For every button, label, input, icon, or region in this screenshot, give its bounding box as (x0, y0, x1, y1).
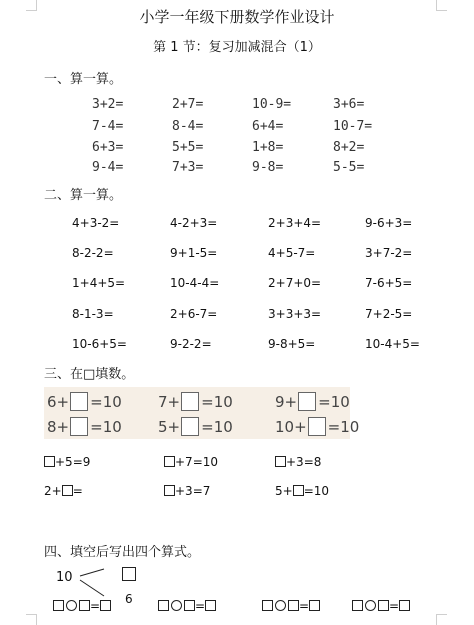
fill-in-equation (275, 417, 359, 436)
result-box[interactable] (205, 600, 216, 611)
answer-box[interactable] (70, 417, 88, 436)
exercise-item: 9-2-2= (170, 337, 212, 351)
equals-sign: = (299, 599, 310, 613)
exercise-item: 10-7= (333, 119, 373, 134)
answer-box[interactable] (275, 456, 286, 467)
answer-box[interactable] (298, 392, 316, 411)
result-box[interactable] (309, 600, 320, 611)
answer-box[interactable] (181, 392, 199, 411)
operator-circle[interactable] (275, 600, 286, 611)
exercise-item: 7+3= (172, 160, 204, 175)
exercise-item: 4-2+3= (170, 216, 218, 230)
exercise-item: 8-1-3= (72, 307, 114, 321)
equation-right: =10 (318, 392, 350, 411)
exercise-item: 7+2-5= (365, 307, 413, 321)
equation-right: =10 (90, 417, 122, 436)
fill-in-equation (47, 392, 122, 411)
result-box[interactable] (100, 600, 111, 611)
exercise-item: 4+3-2= (72, 216, 120, 230)
equation-left: 5+ (275, 484, 293, 498)
equation-right: +7=10 (175, 455, 219, 469)
equation-right: =10 (201, 417, 233, 436)
answer-box[interactable] (70, 392, 88, 411)
operand-box[interactable] (79, 600, 90, 611)
exercise-item: 2+7= (172, 97, 204, 112)
result-box[interactable] (399, 600, 410, 611)
fill-in-equation (275, 455, 321, 469)
equation-right: = (72, 484, 83, 498)
section-2-heading: 二、算一算。 (44, 188, 123, 203)
number-bond-total: 10 (56, 570, 73, 585)
equation-left: 2+ (44, 484, 62, 498)
exercise-item: 3+7-2= (365, 246, 413, 260)
operator-circle[interactable] (365, 600, 376, 611)
exercise-item: 8-2-2= (72, 246, 114, 260)
operator-circle[interactable] (171, 600, 182, 611)
equals-sign: = (90, 599, 101, 613)
exercise-item: 7-4= (92, 119, 124, 134)
exercise-item: 10-6+5= (72, 337, 127, 351)
equation-right: +3=7 (175, 484, 211, 498)
number-bond-part: 6 (125, 592, 133, 606)
equation-template (53, 599, 111, 613)
operand-box[interactable] (378, 600, 389, 611)
equation-left: 7+ (158, 392, 181, 411)
equation-right: =10 (327, 417, 360, 436)
equals-sign: = (389, 599, 400, 613)
equation-template (352, 599, 410, 613)
exercise-item: 2+3+4= (268, 216, 322, 230)
exercise-item: 9+1-5= (170, 246, 218, 260)
operand-box[interactable] (158, 600, 169, 611)
exercise-item: 7-6+5= (365, 276, 413, 290)
exercise-item: 1+8= (252, 140, 284, 155)
page-corner-mark (26, 614, 37, 625)
equation-right: +5=9 (55, 455, 91, 469)
exercise-item: 8-4= (172, 119, 204, 134)
operand-box[interactable] (53, 600, 64, 611)
operator-circle[interactable] (66, 600, 77, 611)
equation-right: =10 (303, 484, 330, 498)
fill-in-equation (275, 484, 329, 498)
equation-left: 8+ (47, 417, 70, 436)
answer-box[interactable] (164, 485, 175, 496)
number-bond-lines (78, 566, 108, 602)
exercise-item: 5-5= (333, 160, 365, 175)
number-bond-blank-box[interactable] (122, 567, 136, 581)
answer-box[interactable] (308, 417, 326, 436)
exercise-item: 10-4+5= (365, 337, 420, 351)
equation-left: 10+ (275, 417, 307, 436)
fill-in-equation (47, 417, 122, 436)
exercise-item: 2+6-7= (170, 307, 218, 321)
section-1-heading: 一、算一算。 (44, 72, 123, 87)
equation-left: 9+ (275, 392, 298, 411)
operand-box[interactable] (352, 600, 363, 611)
fill-in-equation (158, 417, 233, 436)
fill-in-equation (164, 484, 210, 498)
exercise-item: 9-6+3= (365, 216, 413, 230)
exercise-item: 2+7+0= (268, 276, 322, 290)
operand-box[interactable] (288, 600, 299, 611)
page-title: 小学一年级下册数学作业设计 (139, 8, 335, 26)
equation-right: =10 (201, 392, 233, 411)
exercise-item: 8+2= (333, 140, 365, 155)
fill-in-equation (158, 392, 233, 411)
section-4-heading: 四、填空后写出四个算式。 (44, 545, 201, 560)
exercise-item: 9-8+5= (268, 337, 316, 351)
exercise-item: 9-8= (252, 160, 284, 175)
fill-in-equation (44, 484, 83, 498)
answer-box[interactable] (44, 456, 55, 467)
operand-box[interactable] (262, 600, 273, 611)
exercise-item: 3+2= (92, 97, 124, 112)
exercise-item: 10-4-4= (170, 276, 220, 290)
fill-in-equation (275, 392, 350, 411)
equation-template (262, 599, 320, 613)
fill-in-equation (44, 455, 90, 469)
equals-sign: = (195, 599, 206, 613)
exercise-item: 5+5= (172, 140, 204, 155)
exercise-item: 4+5-7= (268, 246, 316, 260)
equation-left: 5+ (158, 417, 181, 436)
answer-box[interactable] (164, 456, 175, 467)
exercise-item: 3+6= (333, 97, 365, 112)
operand-box[interactable] (184, 600, 195, 611)
answer-box[interactable] (62, 485, 73, 496)
equation-template (158, 599, 216, 613)
exercise-item: 10-9= (252, 97, 292, 112)
equation-right: =10 (90, 392, 122, 411)
equation-left: 6+ (47, 392, 70, 411)
section-3-heading: 三、在□填数。 (44, 367, 135, 382)
page-corner-mark (436, 614, 447, 625)
fill-in-equation (164, 455, 218, 469)
exercise-item: 3+3+3= (268, 307, 322, 321)
exercise-item: 1+4+5= (72, 276, 126, 290)
exercise-item: 6+4= (252, 119, 284, 134)
equation-right: +3=8 (286, 455, 322, 469)
lesson-subtitle: 第 1 节：复习加减混合（1） (153, 40, 321, 55)
answer-box[interactable] (293, 485, 304, 496)
exercise-item: 9-4= (92, 160, 124, 175)
answer-box[interactable] (181, 417, 199, 436)
exercise-item: 6+3= (92, 140, 124, 155)
